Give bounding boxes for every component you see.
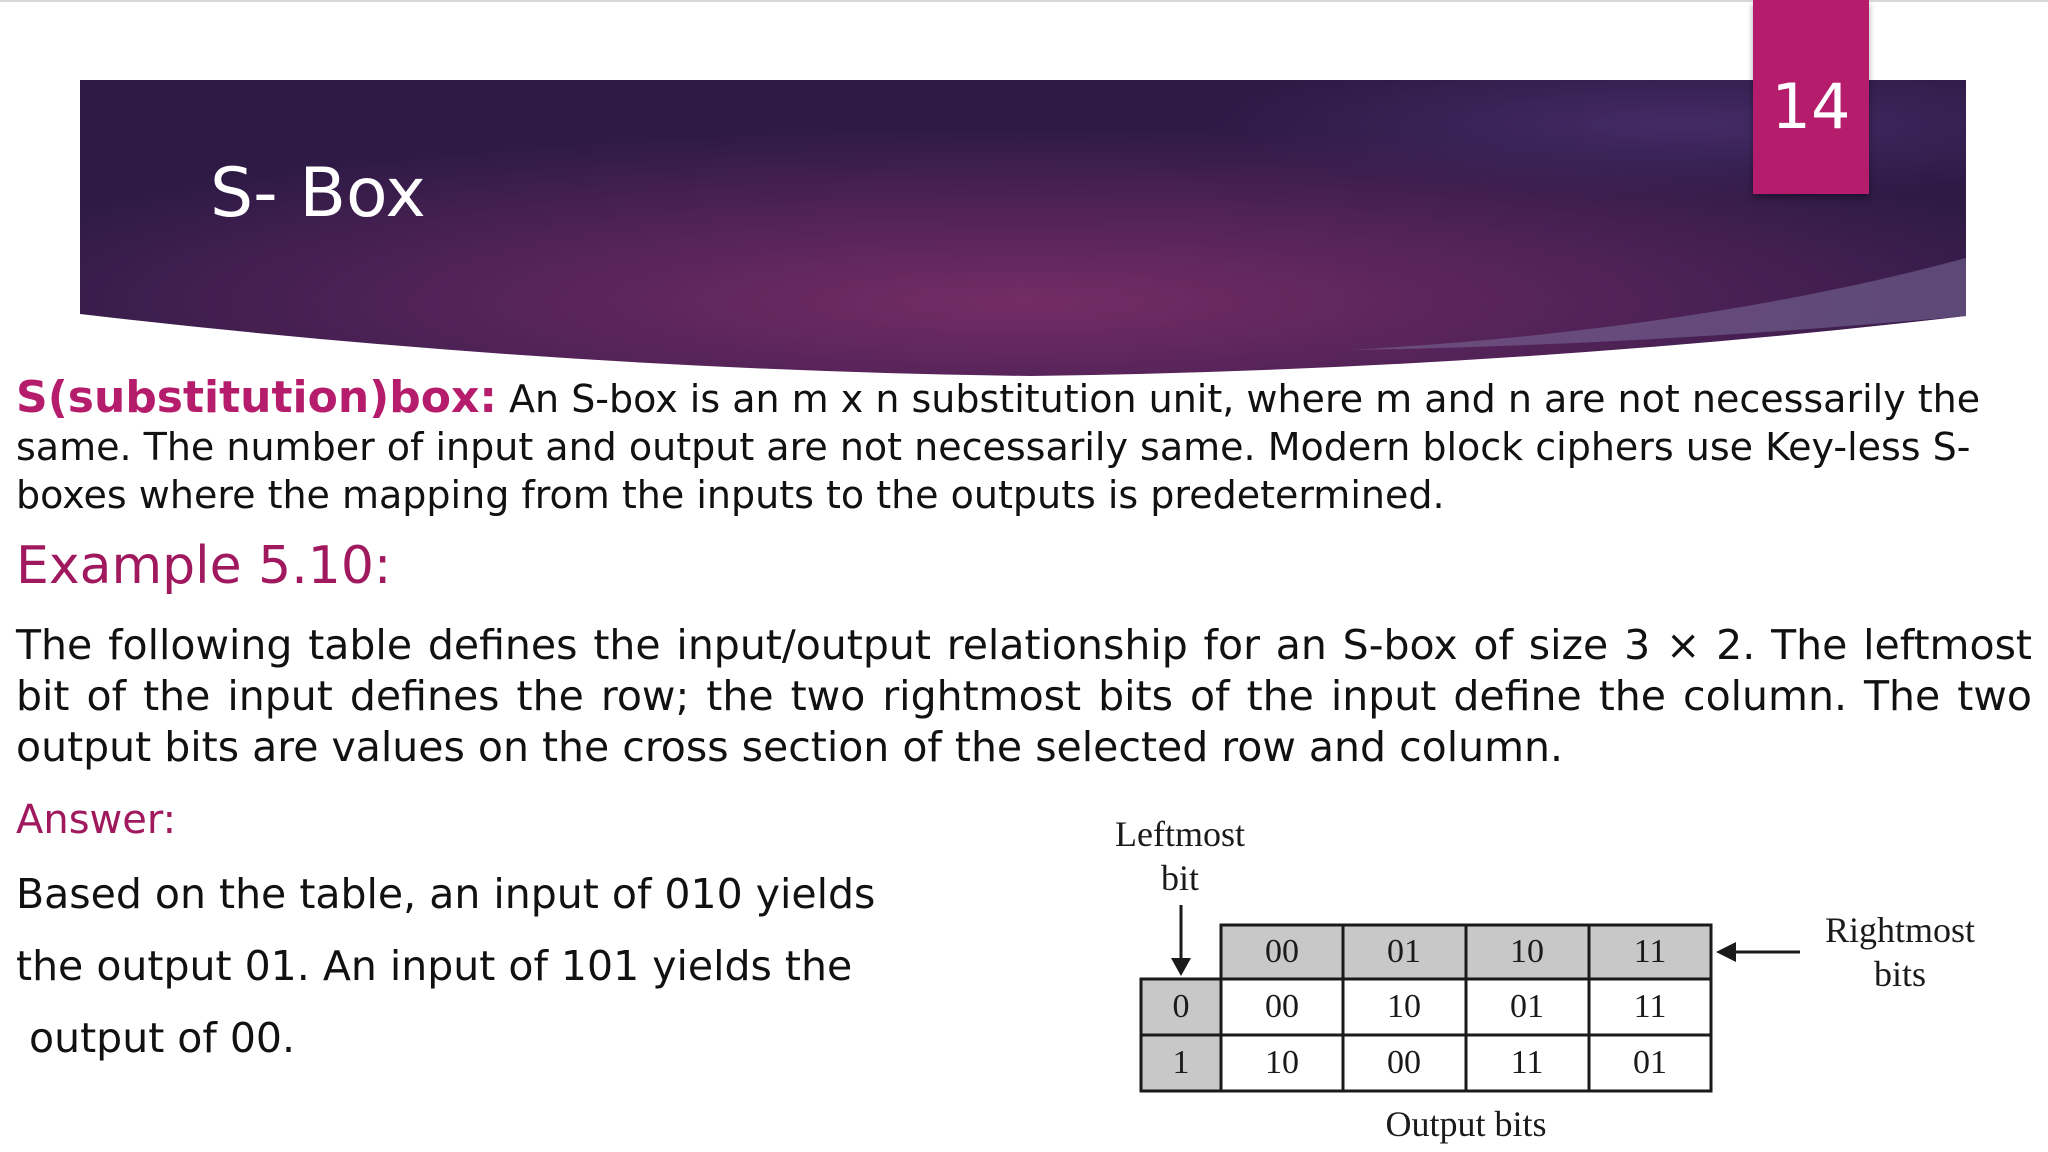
table-cell: 11	[1510, 1044, 1544, 1081]
column-header: 11	[1633, 933, 1667, 970]
rightmost-bits-label: Rightmost bits	[1824, 910, 1976, 994]
definition-term: S(substitution)box:	[16, 372, 497, 423]
table-cell: 00	[1265, 988, 1299, 1025]
column-header: 01	[1387, 933, 1421, 970]
slide-title: S- Box	[210, 154, 426, 233]
table-cell: 11	[1633, 988, 1667, 1025]
table-cell: 10	[1387, 988, 1421, 1025]
answer-line-1: Based on the table, an input of 010 yields	[16, 870, 876, 918]
output-bits-label: Output bits	[1385, 1104, 1547, 1144]
column-header: 00	[1265, 933, 1299, 970]
row-label: 0	[1172, 988, 1190, 1025]
problem-statement: The following table defines the input/output relationship for an S-box of size 3 × 2. The leftmost bit of the input defines the row; the two rightmost bits of the input define the column. The two output bits are values on the cross section of the selected row and column.	[16, 621, 2032, 771]
answer-line-3: output of 00.	[16, 1014, 296, 1062]
slide-number: 14	[1771, 70, 1851, 143]
leftmost-bit-label: Leftmost bit	[1115, 814, 1245, 898]
table-cell: 00	[1387, 1044, 1421, 1081]
answer-label: Answer:	[16, 797, 177, 843]
answer-line-2: the output 01. An input of 101 yields the	[16, 942, 853, 990]
table-cell: 10	[1265, 1044, 1299, 1081]
table-cell: 01	[1510, 988, 1544, 1025]
column-header: 10	[1510, 933, 1544, 970]
table-cell: 01	[1633, 1044, 1667, 1081]
row-label: 1	[1172, 1044, 1190, 1081]
example-heading: Example 5.10:	[16, 536, 392, 596]
definition-text: An S-box is an m x n substitution unit, where m and n are not necessarily the same. The number of input and output are not necessarily same. Modern block ciphers use Key-less S-boxes where the mapping from the inputs to the outputs is predetermined.	[16, 377, 1981, 517]
